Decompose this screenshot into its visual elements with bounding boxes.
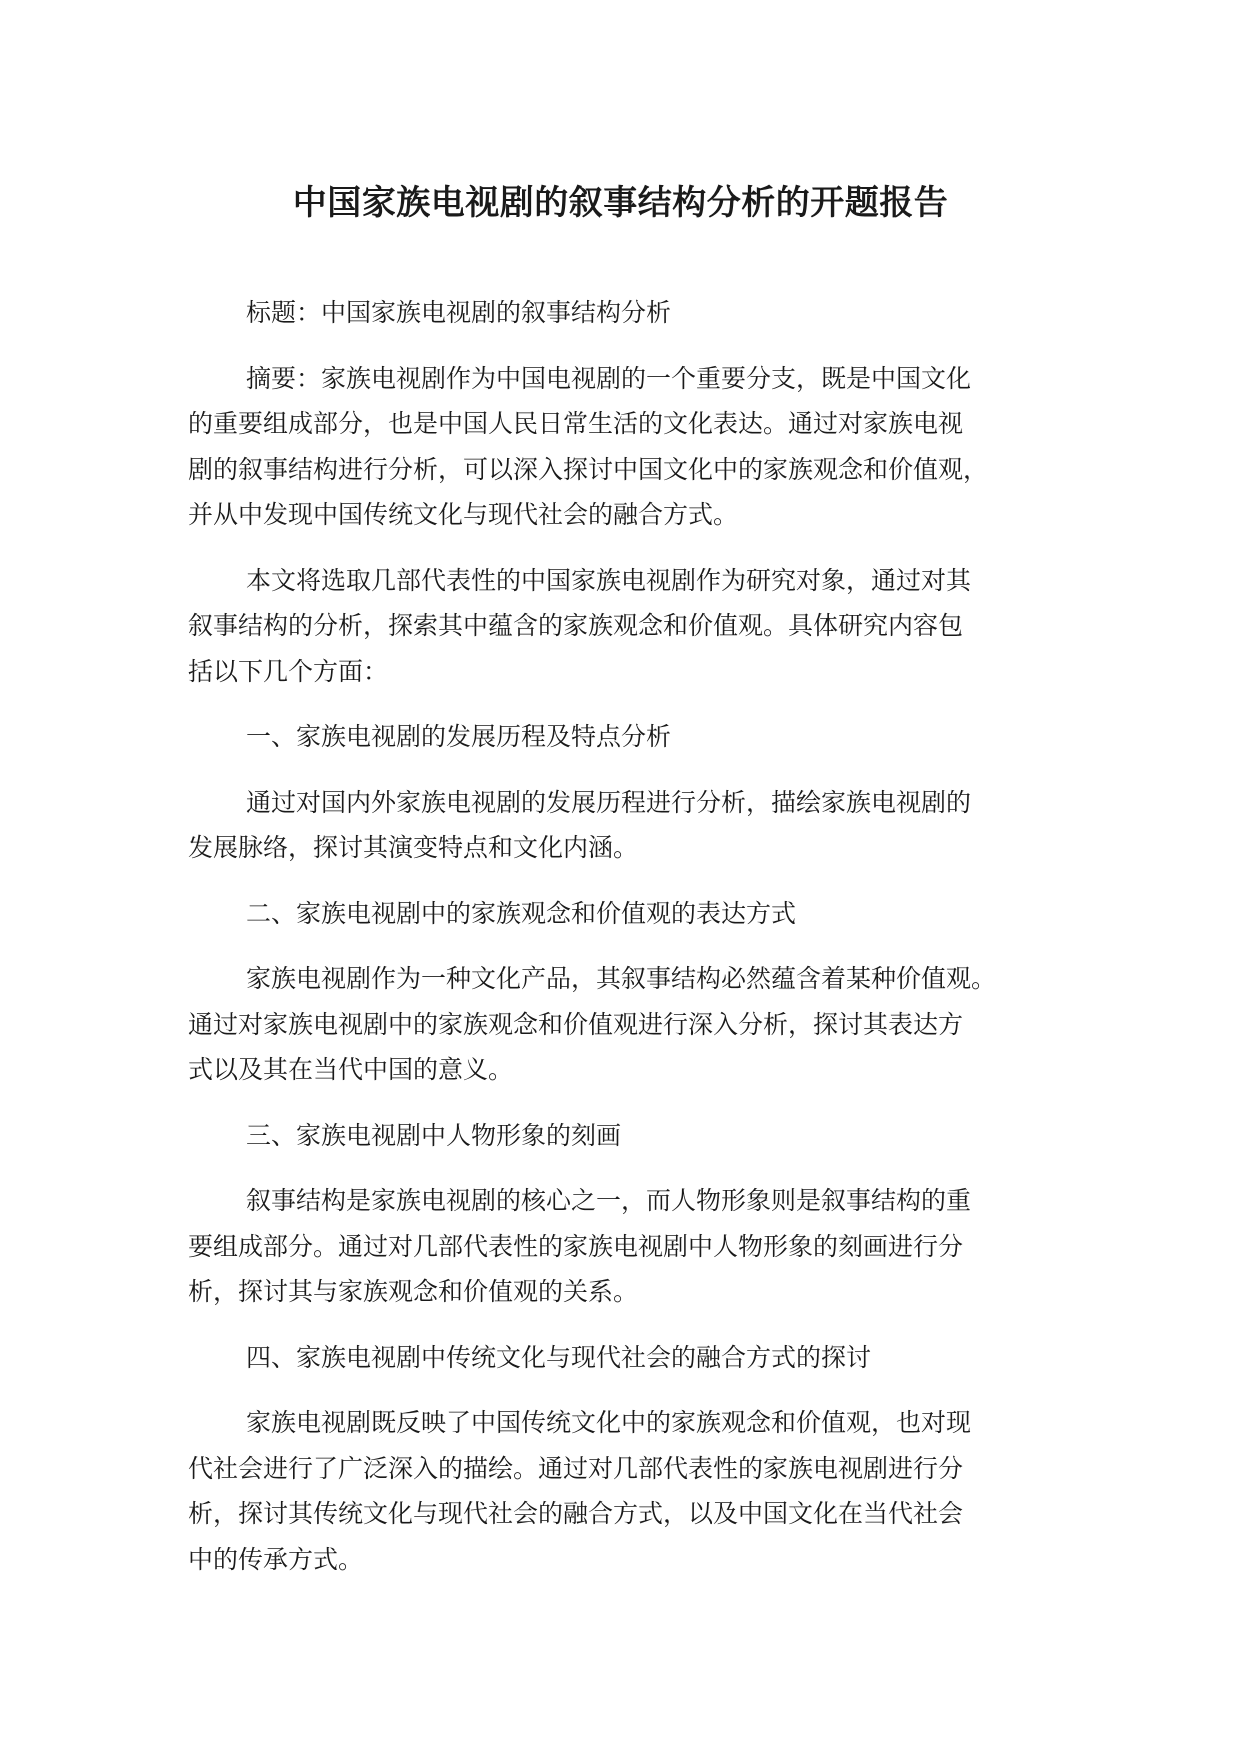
paragraph-section-4 bbox=[188, 1400, 1093, 1582]
text-line: 代社会进行了广泛深入的描绘。通过对几部代表性的家族电视剧进行分 bbox=[188, 1453, 964, 1483]
paragraph-intro bbox=[188, 558, 1093, 695]
text-line: 通过对国内外家族电视剧的发展历程进行分析，描绘家族电视剧的 bbox=[246, 787, 972, 817]
text-line: 析，探讨其传统文化与现代社会的融合方式，以及中国文化在当代社会 bbox=[188, 1499, 964, 1528]
text-line: 括以下几个方面： bbox=[188, 656, 389, 686]
text-line: 的重要组成部分，也是中国人民日常生活的文化表达。通过对家族电视 bbox=[188, 409, 964, 438]
text-line: 发展脉络，探讨其演变特点和文化内涵。 bbox=[188, 833, 639, 862]
text-line: 本文将选取几部代表性的中国家族电视剧作为研究对象，通过对其 bbox=[246, 565, 972, 595]
text-line: 剧的叙事结构进行分析，可以深入探讨中国文化中的家族观念和价值观， bbox=[188, 454, 989, 484]
text-line: 并从中发现中国传统文化与现代社会的融合方式。 bbox=[188, 500, 739, 529]
paragraph-section-3 bbox=[188, 1178, 1093, 1315]
text-line: 通过对家族电视剧中的家族观念和价值观进行深入分析，探讨其表达方 bbox=[188, 1009, 964, 1039]
text-line: 家族电视剧作为一种文化产品，其叙事结构必然蕴含着某种价值观。 bbox=[246, 964, 997, 993]
text-line: 中的传承方式。 bbox=[188, 1544, 364, 1574]
paragraph-section-2 bbox=[188, 956, 1093, 1093]
text-line: 式以及其在当代中国的意义。 bbox=[188, 1055, 514, 1084]
text-line: 家族电视剧既反映了中国传统文化中的家族观念和价值观，也对现 bbox=[246, 1408, 972, 1437]
text-line: 叙事结构是家族电视剧的核心之一，而人物形象则是叙事结构的重 bbox=[246, 1186, 972, 1215]
text-line: 析，探讨其与家族观念和价值观的关系。 bbox=[188, 1277, 639, 1306]
section-heading-1: 一、家族电视剧的发展历程及特点分析 bbox=[246, 722, 672, 751]
text-line: 标题：中国家族电视剧的叙事结构分析 bbox=[246, 298, 672, 327]
paragraph-section-1 bbox=[188, 780, 1093, 871]
text-line: 叙事结构的分析，探索其中蕴含的家族观念和价值观。具体研究内容包 bbox=[188, 611, 964, 640]
section-heading-4: 四、家族电视剧中传统文化与现代社会的融合方式的探讨 bbox=[246, 1342, 872, 1372]
text-line: 摘要：家族电视剧作为中国电视剧的一个重要分支，既是中国文化 bbox=[246, 363, 972, 393]
text-line: 要组成部分。通过对几部代表性的家族电视剧中人物形象的刻画进行分 bbox=[188, 1231, 964, 1261]
paragraph-heading-title bbox=[188, 290, 1093, 336]
document-body bbox=[188, 290, 1093, 1602]
section-heading-3: 三、家族电视剧中人物形象的刻画 bbox=[246, 1120, 622, 1150]
section-heading-2: 二、家族电视剧中的家族观念和价值观的表达方式 bbox=[246, 898, 797, 928]
paragraph-abstract bbox=[188, 356, 1093, 538]
document-title: 中国家族电视剧的叙事结构分析的开题报告 bbox=[292, 183, 949, 223]
